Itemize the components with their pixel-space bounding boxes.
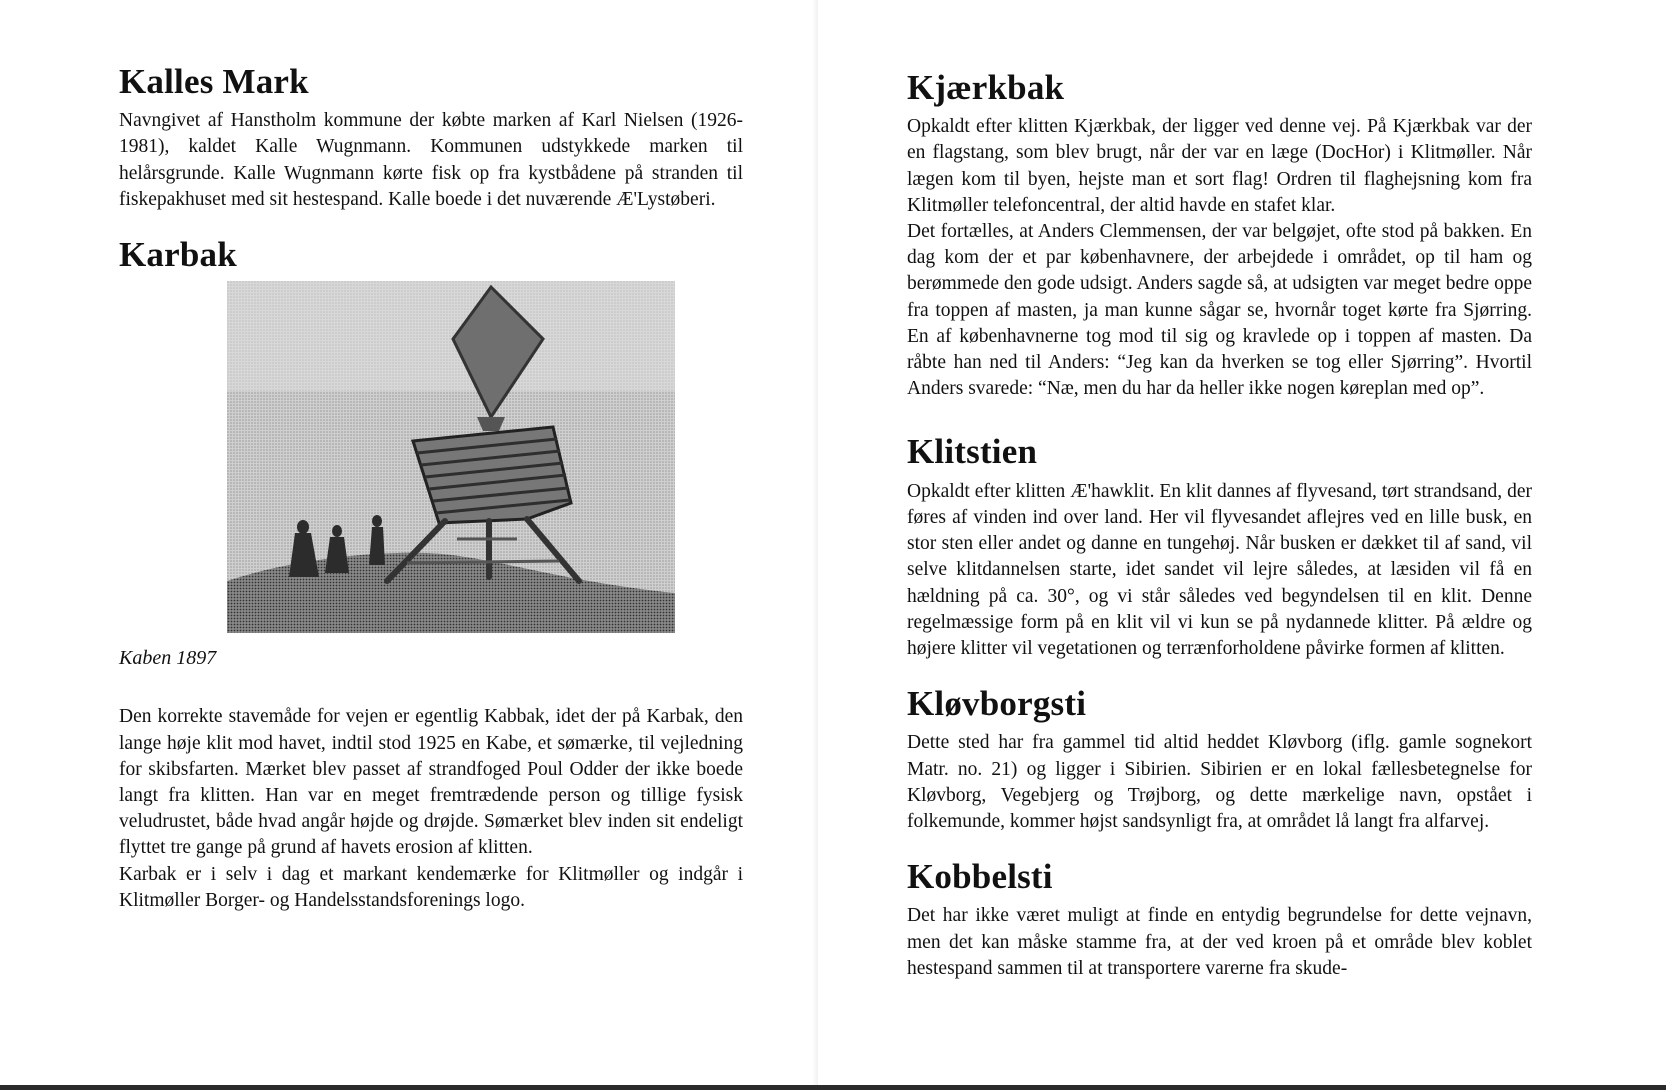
scan-edge-bar bbox=[0, 1085, 1666, 1090]
section-title-kjaerkbak: Kjærkbak bbox=[907, 68, 1065, 107]
right-page bbox=[818, 0, 1666, 1090]
image-caption: Kaben 1897 bbox=[119, 647, 217, 670]
section-body-klitstien: Opkaldt efter klitten Æ'hawklit. En klit dannes af flyvesand, tørt strandsand, der føres af vinden ind over land. Her vil flyvesandet aflejres ved en lille busk, en stor sten eller andet og danne en tungehøj. Når busken er dækket til af sand, vil selve klitdannelsen starte, idet sandet vil lejre således, at læsiden vil få en hældning på ca. 30°, og vi står således ved begyndelsen til en klit. Denne regelmæssige form på en klit vil vi kun se på nydannede klitter. På ældre og højere klitter vil vegetationen og terrænforholdene påvirke formen af klitten. bbox=[907, 480, 1532, 659]
section-body-karbak-p1: Den korrekte stavemåde for vejen er egentlig Kabbak, idet der på Karbak, den lange høje klit mod havet, indtil stod 1925 en Kabe, et sømærke, til vejledning for skibsfarten. Mærket blev passet af strandfoged Poul Odder der ikke boede langt fra klitten. Han var en meget fremtrædende person og tillige fysisk veludrustet, både hvad angår højde og drøjde. Sømærket blev inden sit endeligt flyttet tre gange på grund af havets erosion af klitten. bbox=[119, 706, 743, 859]
section-title-klovborgsti: Kløvborgsti bbox=[907, 684, 1087, 724]
left-page bbox=[0, 0, 818, 1090]
section-body-klovborgsti: Dette sted har fra gammel tid altid heddet Kløvborg (iflg. gamle sognekort Matr. no. 21) og ligger i Sibirien. Sibirien er en lokal fællesbetegnelse for Kløvborg, Vegebjerg og Trøjborg, og dette mærkelige navn, opstået i folkemunde, kommer højst sandsynligt fra, at området lå langt fra alfarvej. bbox=[907, 732, 1532, 833]
kaben-photo bbox=[227, 281, 675, 633]
section-body-kobbelsti: Det har ikke været muligt at finde en entydig begrundelse for dette vejnavn, men det kan måske stamme fra, at der ved kroen på et område blev koblet hestespand sammen til at transportere varerne fra skude- bbox=[907, 905, 1532, 979]
section-title-kalles-mark: Kalles Mark bbox=[119, 62, 309, 101]
left-column bbox=[119, 62, 743, 914]
right-column bbox=[907, 68, 1532, 982]
section-body-kjaerkbak-p1: Opkaldt efter klitten Kjærkbak, der ligger ved denne vej. På Kjærkbak var der en flagstang, som blev brugt, når der var en læge (DocHor) i Klitmøller. Når lægen kom til byen, hejste man et sort flag! Ordren til flaghejsning kom fra Klitmøller telefoncentral, der altid havde en stafet klar. bbox=[907, 116, 1532, 216]
section-body-kjaerkbak-p2: Det fortælles, at Anders Clemmensen, der var belgøjet, ofte stod på bakken. En dag kom der et par københavnere, der arbejdede i området, op til ham og berømmede den gode udsigt. Anders sagde så, at udsigten var meget bedre oppe fra toppen af masten, ja man kunne sågar se, hvornår toget kørte fra Sjørring. En af københavnerne tog mod til sig og kravlede op i toppen af masten. Da råbte han ned til Anders: “Jeg kan da hverken se tog eller Sjørring”. Hvortil Anders svarede: “Næ, men du har da heller ikke nogen køreplan med op”. bbox=[907, 221, 1532, 400]
section-title-klitstien: Klitstien bbox=[907, 432, 1038, 472]
section-title-kobbelsti: Kobbelsti bbox=[907, 857, 1053, 897]
section-title-karbak: Karbak bbox=[119, 235, 237, 275]
section-body-karbak-p2: Karbak er i selv i dag et markant kendemærke for Klitmøller og indgår i Klitmøller Borger- og Handelsstandsforenings logo. bbox=[119, 863, 743, 911]
section-body-kalles-mark: Navngivet af Hanstholm kommune der købte marken af Karl Nielsen (1926-1981), kaldet Kalle Wugnmann. Kommunen udstykkede marken til helårsgrunde. Kalle Wugnmann kørte fisk op fra kystbådene på stranden til fiskepakhuset med sit hestespand. Kalle boede i det nuværende Æ'Lystøberi. bbox=[119, 110, 743, 210]
